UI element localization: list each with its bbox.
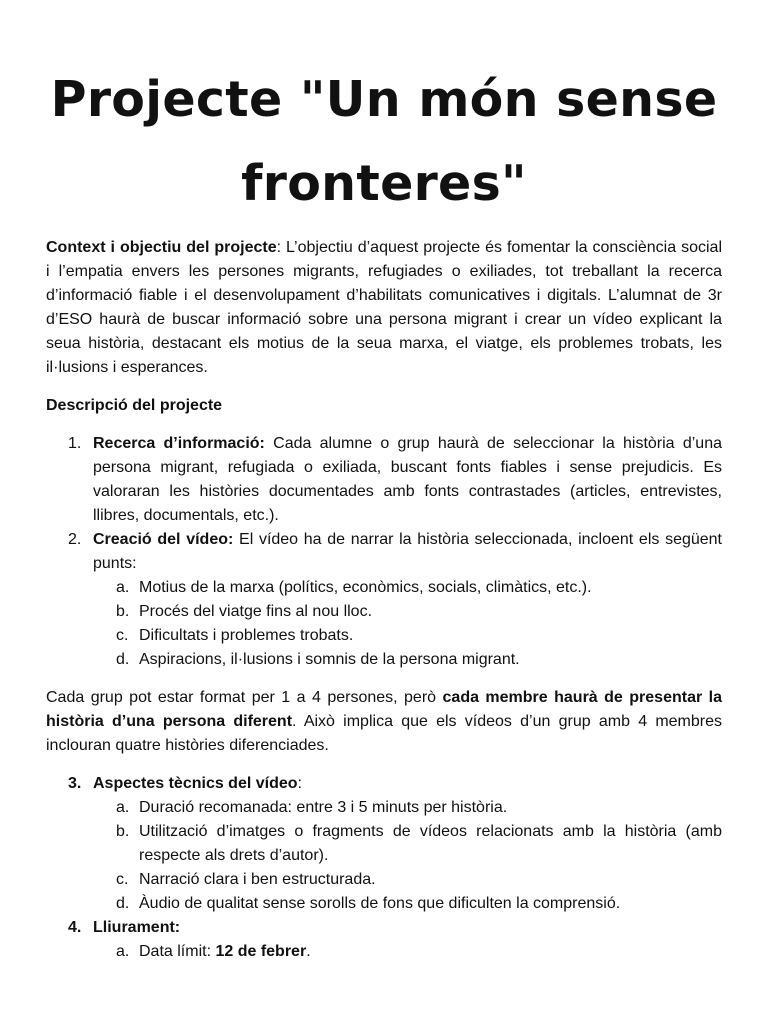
technical-list bbox=[93, 796, 722, 916]
deadline-date: 12 de febrer bbox=[215, 943, 307, 960]
sub-marker: b. bbox=[116, 603, 130, 620]
delivery-list bbox=[93, 940, 722, 964]
sub-marker: c. bbox=[116, 627, 129, 644]
sub-item bbox=[93, 624, 722, 648]
sub-marker: a. bbox=[116, 579, 130, 596]
item-label: Aspectes tècnics del vídeo bbox=[93, 775, 298, 792]
sub-text: Procés del viatge fins al nou lloc. bbox=[139, 603, 373, 620]
list-marker: 1. bbox=[68, 435, 82, 452]
sub-text: Àudio de qualitat sense sorolls de fons que dificulten la comprensió. bbox=[139, 895, 621, 912]
sub-text: Narració clara i ben estructurada. bbox=[139, 871, 376, 888]
page-title: Projecte "Un món sense fronteres" bbox=[50, 71, 718, 212]
list-item-delivery bbox=[46, 916, 722, 964]
sub-text: Duració recomanada: entre 3 i 5 minuts per història. bbox=[139, 799, 508, 816]
item-label-suffix: : bbox=[297, 775, 302, 792]
group-text-before: Cada grup pot estar format per 1 a 4 persones, però bbox=[46, 689, 443, 706]
sub-item bbox=[93, 892, 722, 916]
list-item-research bbox=[46, 432, 722, 528]
sub-marker: b. bbox=[116, 823, 130, 840]
list-marker: 2. bbox=[68, 531, 82, 548]
item-label: Creació del vídeo: bbox=[93, 531, 234, 548]
deadline-label: Data límit: bbox=[139, 943, 216, 960]
group-text-bold: cada membre haurà de presentar la història d’una persona diferent bbox=[46, 689, 723, 730]
description-heading: Descripció del projecte bbox=[46, 397, 223, 414]
video-points-list bbox=[93, 576, 722, 672]
context-text: : L’objectiu d’aquest projecte és fomentar la consciència social i l’empatia envers les persones migrants, refugiades o exiliades, tot treballant la recerca d’informació fiable i el desenvolupament d’habilitats comunicatives i digitals. L’alumnat de 3r d’ESO haurà de buscar informació sobre una persona migrant i crear un vídeo explicant la seua història, destacant els motius de la seua marxa, el viatge, els problemes trobats, les il·lusions i esperances. bbox=[46, 239, 722, 376]
sub-marker: a. bbox=[116, 943, 130, 960]
sub-marker: c. bbox=[116, 871, 129, 888]
context-label: Context i objectiu del projecte bbox=[46, 239, 277, 256]
context-paragraph bbox=[46, 236, 722, 380]
sub-text: Aspiracions, il·lusions i somnis de la persona migrant. bbox=[139, 651, 520, 668]
sub-text: Motius de la marxa (polítics, econòmics, socials, climàtics, etc.). bbox=[139, 579, 592, 596]
sub-item bbox=[93, 940, 722, 964]
list-item-video-creation bbox=[46, 528, 722, 672]
sub-marker: a. bbox=[116, 799, 130, 816]
item-text: El vídeo ha de narrar la història seleccionada, incloent els següent punts: bbox=[93, 531, 723, 572]
item-label: Recerca d’informació: bbox=[93, 435, 265, 452]
sub-text: Utilització d’imatges o fragments de vídeos relacionats amb la història (amb respecte als drets d’autor). bbox=[139, 823, 722, 864]
group-paragraph bbox=[46, 686, 722, 758]
sub-marker: d. bbox=[116, 895, 130, 912]
sub-item bbox=[93, 576, 722, 600]
description-list bbox=[46, 432, 722, 672]
deadline-suffix: . bbox=[306, 943, 311, 960]
item-text: Cada alumne o grup haurà de seleccionar la història d’una persona migrant, refugiada o exiliada, buscant fonts fiables i sense prejudicis. Es valoraran les històries documentades amb fonts contrastades (articles, entrevistes, llibres, documentals, etc.). bbox=[93, 435, 722, 524]
sub-item bbox=[93, 648, 722, 672]
list-item-technical bbox=[46, 772, 722, 916]
requirements-list bbox=[46, 772, 722, 964]
sub-marker: d. bbox=[116, 651, 130, 668]
sub-text: Dificultats i problemes trobats. bbox=[139, 627, 354, 644]
list-marker: 3. bbox=[68, 775, 82, 792]
list-marker: 4. bbox=[68, 919, 82, 936]
item-label: Lliurament: bbox=[93, 919, 181, 936]
sub-item bbox=[93, 796, 722, 820]
group-text-after: . Això implica que els vídeos d’un grup amb 4 membres inclouran quatre històries diferenciades. bbox=[46, 713, 723, 754]
document-page bbox=[46, 58, 722, 964]
sub-item bbox=[93, 820, 722, 868]
sub-item bbox=[93, 868, 722, 892]
sub-item bbox=[93, 600, 722, 624]
